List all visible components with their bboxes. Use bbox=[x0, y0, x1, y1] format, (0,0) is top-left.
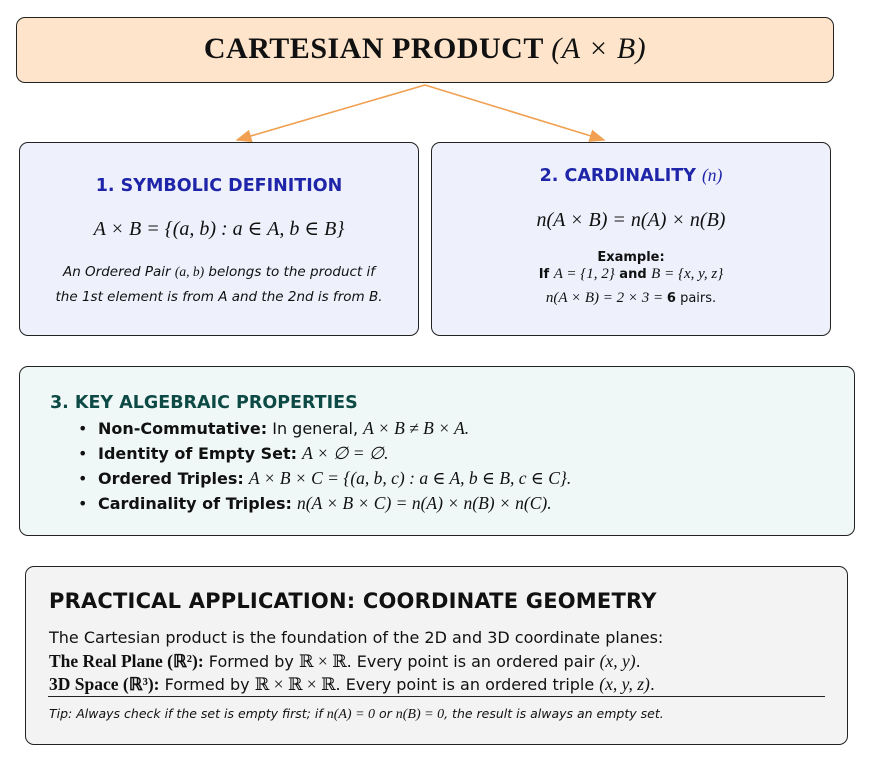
line-text: . bbox=[649, 675, 655, 694]
property-label: Identity of Empty Set: bbox=[98, 444, 298, 463]
cardinality-heading-math: (n) bbox=[701, 165, 723, 185]
definition-box bbox=[19, 142, 419, 336]
list-item bbox=[78, 441, 571, 466]
3d-space-label: 3D Space (ℝ³): bbox=[49, 674, 160, 694]
tip-math: n(A) = 0 bbox=[326, 707, 376, 722]
example-calc-math: n(A × B) = 2 × 3 = bbox=[545, 290, 667, 306]
cardinality-box bbox=[431, 142, 831, 336]
definition-note-line2: the 1st element is from A and the 2nd is from B. bbox=[55, 289, 383, 305]
list-item bbox=[78, 466, 571, 491]
note-text: belongs to the product if bbox=[204, 264, 376, 280]
property-label: Ordered Triples: bbox=[98, 469, 244, 488]
line-text: Formed by bbox=[203, 652, 299, 671]
application-intro: The Cartesian product is the foundation of the 2D and 3D coordinate planes: bbox=[49, 628, 664, 647]
definition-formula: A × B = {(a, b) : a ∈ A, b ∈ B} bbox=[93, 218, 345, 240]
3d-space-line bbox=[49, 674, 655, 695]
divider bbox=[48, 696, 825, 697]
real-plane-line bbox=[49, 651, 641, 672]
properties-box bbox=[19, 366, 855, 536]
example-text: and bbox=[614, 267, 652, 282]
line-text: . Every point is an ordered pair bbox=[346, 652, 600, 671]
line-text: . bbox=[635, 652, 641, 671]
example-result: 6 bbox=[666, 291, 676, 306]
property-math: A × ∅ = ∅. bbox=[302, 443, 389, 463]
definition-heading: 1. SYMBOLIC DEFINITION bbox=[95, 176, 343, 196]
arrow-to-definition bbox=[237, 85, 425, 140]
example-calc bbox=[432, 290, 830, 307]
example-sets bbox=[432, 266, 830, 283]
cardinality-heading-text: 2. CARDINALITY bbox=[539, 166, 696, 186]
line-text: Formed by bbox=[159, 675, 255, 694]
line-math: (x, y) bbox=[599, 651, 636, 671]
example-unit: pairs. bbox=[675, 291, 717, 306]
properties-heading: 3. KEY ALGEBRAIC PROPERTIES bbox=[50, 393, 358, 413]
example-label: Example: bbox=[597, 250, 665, 265]
example-text: If bbox=[538, 267, 554, 282]
definition-note bbox=[20, 259, 418, 310]
cardinality-formula: n(A × B) = n(A) × n(B) bbox=[536, 209, 726, 231]
application-box bbox=[25, 566, 848, 745]
cardinality-heading bbox=[432, 165, 830, 186]
property-math: n(A × B × C) = n(A) × n(B) × n(C). bbox=[297, 493, 552, 513]
title-math: (A × B) bbox=[551, 32, 647, 65]
real-plane-label: The Real Plane (ℝ²): bbox=[49, 651, 204, 671]
tip-part: , the result is always an empty set. bbox=[444, 706, 664, 721]
properties-list bbox=[78, 416, 571, 516]
tip-math: n(B) = 0 bbox=[395, 707, 445, 722]
property-math: A × B ≠ B × A. bbox=[363, 418, 470, 438]
definition-note-line1 bbox=[20, 259, 418, 285]
example-set-b: B = {x, y, z} bbox=[651, 266, 724, 282]
tip-part: Tip: Always check if the set is empty first; if bbox=[49, 706, 327, 721]
list-item bbox=[78, 416, 571, 441]
title-text: CARTESIAN PRODUCT bbox=[203, 32, 544, 65]
note-text: An Ordered Pair bbox=[62, 264, 175, 280]
line-math: (x, y, z) bbox=[599, 674, 650, 694]
application-heading: PRACTICAL APPLICATION: COORDINATE GEOMETRY bbox=[49, 589, 657, 613]
list-item bbox=[78, 491, 571, 516]
tip-text bbox=[49, 706, 664, 723]
arrow-to-cardinality bbox=[425, 85, 604, 140]
property-math: A × B × C = {(a, b, c) : a ∈ A, b ∈ B, c ∈ C}. bbox=[248, 468, 572, 488]
note-math: (a, b) bbox=[174, 264, 205, 279]
line-math: ℝ × ℝ bbox=[298, 651, 347, 671]
example-set-a: A = {1, 2} bbox=[553, 266, 615, 282]
property-label: Non-Commutative: bbox=[98, 419, 268, 438]
connector-arrows bbox=[0, 0, 876, 160]
tip-part: or bbox=[375, 706, 396, 721]
property-label: Cardinality of Triples: bbox=[98, 494, 292, 513]
line-math: ℝ × ℝ × ℝ bbox=[254, 674, 336, 694]
line-text: . Every point is an ordered triple bbox=[335, 675, 600, 694]
property-text: In general, bbox=[267, 419, 364, 438]
